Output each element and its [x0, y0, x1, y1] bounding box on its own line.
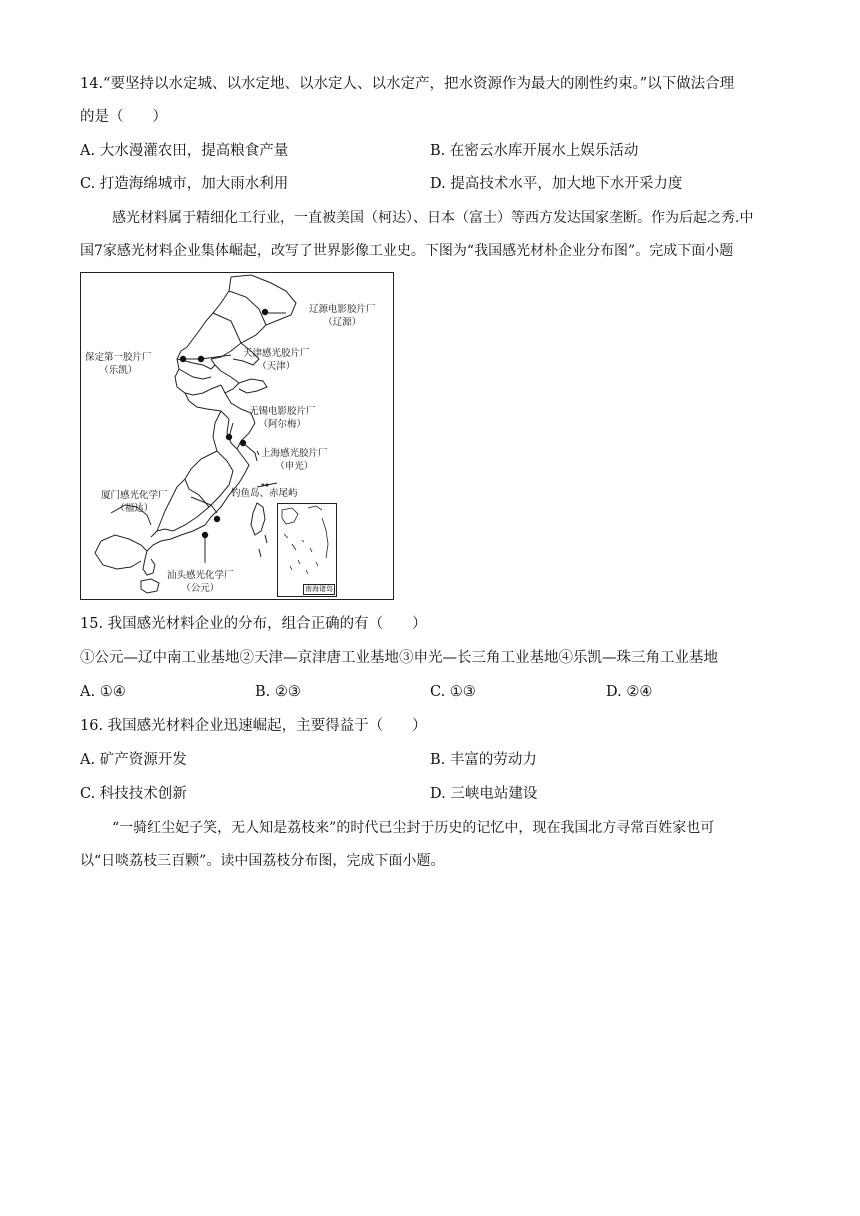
- q14-option-d: D. 提高技术水平，加大地下水开采力度: [430, 176, 683, 192]
- shantou-label: 汕头感光化学厂 （公元）: [167, 570, 234, 594]
- q16-option-b: B. 丰富的劳动力: [430, 752, 537, 768]
- q15-statements: ①公元—辽中南工业基地②天津—京津唐工业基地③申光—长三角工业基地④乐凯—珠三角工业基地: [80, 650, 718, 666]
- passage1-line1: 感光材料属于精细化工行业，一直被美国（柯达）、日本（富士）等西方发达国家垄断。作为后起之秀.中: [112, 210, 754, 226]
- shanghai-factory-dot: [240, 440, 246, 446]
- q16-option-c: C. 科技技术创新: [80, 786, 187, 802]
- q14-option-a: A. 大水漫灌农田，提高粮食产量: [80, 143, 289, 159]
- q15-option-a: A. ①④: [80, 684, 126, 700]
- q15-option-d: D. ②④: [606, 684, 653, 700]
- wuxi-factory-dot: [226, 434, 232, 440]
- shantou-factory-dot: [202, 532, 208, 538]
- passage2-line2: 以“日啖荔枝三百颗”。读中国荔枝分布图，完成下面小题。: [80, 853, 445, 869]
- passage1-line2: 国7家感光材料企业集体崛起，改写了世界影像工业史。下图为“我国感光材朴企业分布图”。完成下面小题: [80, 243, 734, 259]
- wuxi-label: 无锡电影胶片厂 （阿尔梅）: [249, 406, 316, 430]
- q16-option-a: A. 矿产资源开发: [80, 752, 187, 768]
- q15-option-b: B. ②③: [255, 684, 301, 700]
- tianjin-factory-dot: [198, 356, 204, 362]
- q16-stem: 16. 我国感光材料企业迅速崛起，主要得益于（ ）: [80, 718, 427, 734]
- shanghai-label: 上海感光胶片厂 （申光）: [261, 448, 328, 472]
- tianjin-label: 天津感光胶片厂 （天津）: [243, 348, 310, 372]
- q14-stem-line1: 14.“要坚持以水定城、以水定地、以水定人、以水定产，把水资源作为最大的刚性约束。”以下做法合理: [80, 76, 735, 92]
- baoding-label: 保定第一胶片厂 （乐凯）: [85, 352, 152, 376]
- inset-islands: [278, 504, 336, 596]
- q14-option-c: C. 打造海绵城市，加大雨水利用: [80, 176, 289, 192]
- q16-option-d: D. 三峡电站建设: [430, 786, 538, 802]
- liaoyuan-label: 辽源电影胶片厂 （辽源）: [309, 304, 376, 328]
- xiamen-factory-dot: [214, 516, 220, 522]
- south-china-sea-inset: [277, 503, 337, 597]
- diaoyu-label: 钓鱼岛、赤尾屿: [231, 488, 298, 499]
- q14-stem-line2: 的是（ ）: [80, 109, 167, 125]
- inset-label: 南海诸岛: [305, 585, 333, 593]
- q14-option-b: B. 在密云水库开展水上娱乐活动: [430, 143, 639, 159]
- xiamen-label: 厦门感光化学厂 （福达）: [101, 490, 168, 514]
- q15-stem: 15. 我国感光材料企业的分布，组合正确的有（ ）: [80, 616, 427, 632]
- q15-option-c: C. ①③: [430, 684, 476, 700]
- liaoyuan-factory-dot: [262, 309, 268, 315]
- passage2-line1: “一骑红尘妃子笑，无人知是荔枝来”的时代已尘封于历史的记忆中，现在我国北方寻常百姓家也可: [112, 820, 715, 836]
- enterprise-distribution-map: [80, 272, 394, 600]
- baoding-factory-dot: [180, 356, 186, 362]
